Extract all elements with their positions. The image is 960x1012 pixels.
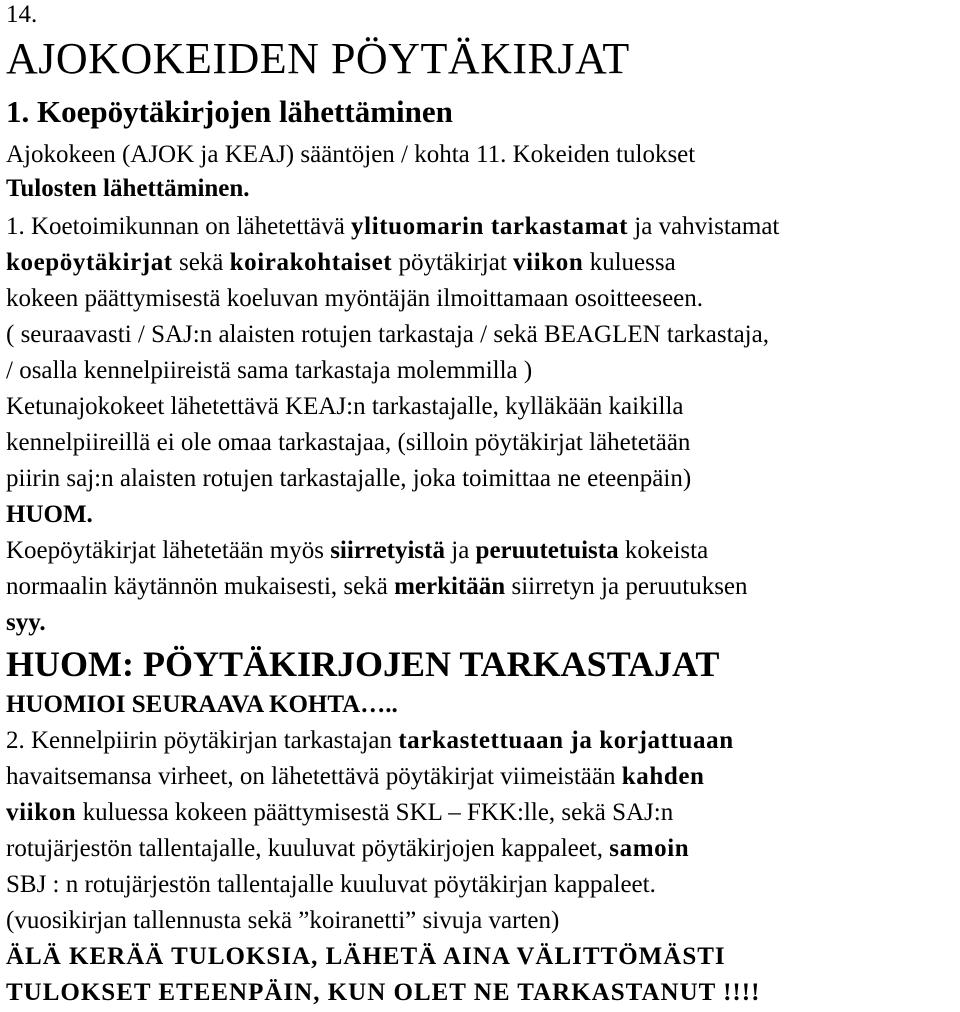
intro-line: Ajokokeen (AJOK ja KEAJ) sääntöjen / kohta 11. Kokeiden tulokset xyxy=(6,141,696,168)
para2-line1 xyxy=(6,536,708,566)
para2-l2-bold: merkitään xyxy=(394,573,506,600)
para3-line4 xyxy=(6,834,689,864)
para2-l1-bold2: peruutetuista xyxy=(475,537,619,564)
para1-line3: kokeen päättymisestä koeluvan myöntäjän ilmoittamaan osoitteeseen. xyxy=(6,285,704,312)
para1-l1-text2: ja vahvistamat xyxy=(628,213,780,240)
para3-l2-bold: kahden xyxy=(621,763,705,790)
para3-line2 xyxy=(6,762,705,792)
para1-l1-text: 1. Koetoimikunnan on lähetettävä xyxy=(6,213,352,240)
para3-l3-bold: viikon xyxy=(6,799,77,826)
para1-l2-text2: pöytäkirjat xyxy=(392,249,514,276)
para2-l1-text1: Koepöytäkirjat lähetetään myös xyxy=(6,537,331,564)
huom-label: HUOM. xyxy=(6,501,93,528)
para3-line1 xyxy=(6,726,734,756)
para1-l2-text3: kuluessa xyxy=(583,249,676,276)
intro-bold: Tulosten lähettäminen. xyxy=(6,175,250,202)
para2-l2-text2: siirretyn ja peruutuksen xyxy=(505,573,748,600)
page-title: AJOKOKEIDEN PÖYTÄKIRJAT xyxy=(6,34,630,83)
para3-l3-text: kuluessa kokeen päättymisestä SKL – FKK:lle, sekä SAJ:n xyxy=(76,799,674,826)
para1-line6: Ketunajokokeet lähetettävä KEAJ:n tarkastajalle, kylläkään kaikilla xyxy=(6,393,684,420)
final-warning-line2: TULOKSET ETEENPÄIN, KUN OLET NE TARKASTANUT !!!! xyxy=(6,979,761,1006)
huom-heading: HUOM: PÖYTÄKIRJOJEN TARKASTAJAT xyxy=(6,644,720,684)
para1-l2-bold1: koepöytäkirjat xyxy=(6,249,173,276)
para3-l4-bold: samoin xyxy=(609,835,690,862)
para1-line7: kennelpiireillä ei ole omaa tarkastajaa, (silloin pöytäkirjat lähetetään xyxy=(6,429,691,456)
para1-line1 xyxy=(6,212,779,242)
para3-l1-text: 2. Kennelpiirin pöytäkirjan tarkastajan xyxy=(6,727,399,754)
para2-l1-text3: kokeista xyxy=(618,537,709,564)
para1-l1-bold: ylituomarin tarkastamat xyxy=(351,213,629,240)
para3-line6: (vuosikirjan tallennusta sekä ”koiranetti” sivuja varten) xyxy=(6,907,560,934)
para1-line4: ( seuraavasti / SAJ:n alaisten rotujen tarkastaja / sekä BEAGLEN tarkastaja, xyxy=(6,321,769,348)
final-warning-line1: ÄLÄ KERÄÄ TULOKSIA, LÄHETÄ AINA VÄLITTÖMÄSTI xyxy=(6,943,726,970)
para3-l4-text: rotujärjestön tallentajalle, kuuluvat pöytäkirjojen kappaleet, xyxy=(6,835,610,862)
para1-l2-bold3: viikon xyxy=(513,249,584,276)
para2-l2-text1: normaalin käytännön mukaisesti, sekä xyxy=(6,573,395,600)
para2-l1-bold1: siirretyistä xyxy=(330,537,445,564)
page-number: 14. xyxy=(6,1,38,28)
para1-l2-text1: sekä xyxy=(172,249,230,276)
para2-line3: syy. xyxy=(6,609,46,636)
para1-line8: piirin saj:n alaisten rotujen tarkastajalle, joka toimittaa ne eteenpäin) xyxy=(6,465,692,492)
para1-line2 xyxy=(6,248,676,278)
para2-line2 xyxy=(6,572,748,602)
para1-line5: / osalla kennelpiireistä sama tarkastaja molemmilla ) xyxy=(6,357,533,384)
para1-l2-bold2: koirakohtaiset xyxy=(229,249,393,276)
section-heading: 1. Koepöytäkirjojen lähettäminen xyxy=(6,94,453,129)
para2-l1-text2: ja xyxy=(445,537,476,564)
para3-l2-text: havaitsemansa virheet, on lähetettävä pöytäkirjat viimeistään xyxy=(6,763,622,790)
para3-line3 xyxy=(6,798,673,828)
para3-line5: SBJ : n rotujärjestön tallentajalle kuuluvat pöytäkirjan kappaleet. xyxy=(6,871,656,898)
huomioi-note: HUOMIOI SEURAAVA KOHTA….. xyxy=(6,691,398,718)
para3-l1-bold: tarkastettuaan ja korjattuaan xyxy=(398,727,734,754)
